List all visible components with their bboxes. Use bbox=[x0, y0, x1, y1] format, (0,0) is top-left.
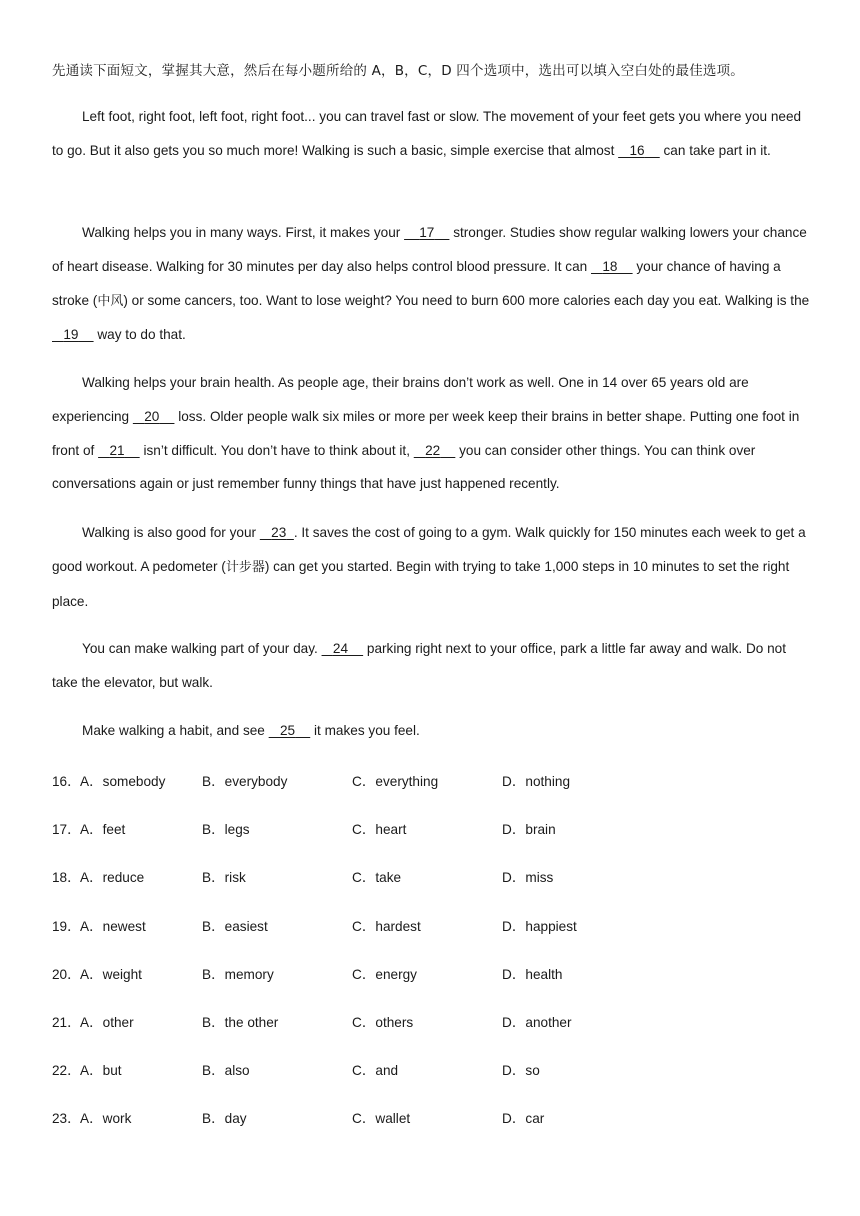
option-d: D．another bbox=[502, 1015, 572, 1030]
option-c: C．take bbox=[352, 870, 402, 885]
paragraph-3 bbox=[52, 366, 812, 501]
option-d: D．car bbox=[502, 1111, 545, 1126]
option-d: D．nothing bbox=[502, 774, 571, 789]
option-a: A．somebody bbox=[80, 774, 166, 789]
paragraph-text: you can consider other things. You can think over conversations again or just remember funny things that have just happened recently. bbox=[52, 442, 756, 492]
option-b: B．day bbox=[202, 1111, 247, 1126]
option-d: D．health bbox=[502, 967, 563, 982]
question-number: 21． bbox=[52, 1015, 81, 1030]
instructions: 先通读下面短文，掌握其大意，然后在每小题所给的 A，B，C，D 四个选项中，选出可以填入空白处的最佳选项。 bbox=[52, 63, 744, 79]
option-b: B．the other bbox=[202, 1015, 279, 1030]
paragraph-text: stronger. Studies show regular walking lowers your chance of heart disease. Walking for 30 minutes per day also helps control blood pressure. It can bbox=[52, 225, 807, 274]
paragraph-1 bbox=[52, 100, 812, 168]
option-d: D．miss bbox=[502, 870, 554, 885]
chinese-gloss-stroke: 中风 bbox=[97, 293, 124, 309]
paragraph-text: You can make walking part of your day. bbox=[82, 641, 322, 656]
blank-25: 25 bbox=[280, 723, 296, 738]
question-number: 20． bbox=[52, 967, 81, 982]
blank-16: 16 bbox=[629, 142, 645, 158]
option-a: A．newest bbox=[80, 919, 146, 934]
paragraph-text: can take part in it. bbox=[659, 142, 771, 158]
question-number: 22． bbox=[52, 1063, 81, 1078]
question-number: 16． bbox=[52, 774, 81, 789]
blank-19: 19 bbox=[63, 327, 79, 343]
option-b: B．risk bbox=[202, 870, 246, 885]
option-c: C．wallet bbox=[352, 1111, 411, 1126]
paragraph-text: Left foot, right foot, left foot, right foot... you can travel fast or slow. The movement of your feet gets you where you need to go. But it also gets you so much more! Walking is such a basic, simple exercise that almost bbox=[52, 109, 802, 158]
paragraph-text: Walking is also good for your bbox=[82, 525, 260, 540]
option-c: C．heart bbox=[352, 822, 407, 837]
blank-17: 17 bbox=[419, 225, 435, 240]
paragraph-text: way to do that. bbox=[93, 327, 186, 343]
paragraph-text: loss. Older people walk six miles or more per week keep their brains in better shape. Putting one foot in front of bbox=[52, 408, 800, 458]
question-number: 17． bbox=[52, 822, 81, 837]
blank-21: 21 bbox=[109, 442, 125, 458]
blank-20: 20 bbox=[144, 408, 160, 424]
option-b: B．legs bbox=[202, 822, 250, 837]
option-c: C．and bbox=[352, 1063, 399, 1078]
paragraph-text: ) can get you started. Begin with trying to take 1,000 steps in 10 minutes to set the right place. bbox=[52, 558, 790, 609]
paragraph-text: it makes you feel. bbox=[310, 723, 420, 738]
paragraph-text: your chance of having a stroke ( bbox=[52, 258, 781, 308]
paragraph-text: ) or some cancers, too. Want to lose weight? You need to burn 600 more calories each day you eat. Walking is the bbox=[123, 292, 810, 308]
option-c: C．others bbox=[352, 1015, 414, 1030]
option-c: C．energy bbox=[352, 967, 417, 982]
paragraph-text: Walking helps you in many ways. First, it makes your bbox=[82, 225, 405, 240]
chinese-gloss-pedometer: 计步器 bbox=[225, 559, 265, 575]
option-b: B．memory bbox=[202, 967, 274, 982]
option-d: D．happiest bbox=[502, 919, 577, 934]
paragraph-4 bbox=[52, 516, 812, 618]
question-number: 23． bbox=[52, 1111, 81, 1126]
option-c: C．hardest bbox=[352, 919, 421, 934]
paragraph-text: . It saves the cost of going to a gym. Walk quickly for 150 minutes each week to get a good workout. A pedometer ( bbox=[52, 525, 806, 574]
option-b: B．everybody bbox=[202, 774, 288, 789]
question-number: 19． bbox=[52, 919, 81, 934]
paragraph-2 bbox=[52, 216, 812, 352]
option-b: B．also bbox=[202, 1063, 250, 1078]
paragraph-6 bbox=[52, 714, 812, 748]
option-b: B．easiest bbox=[202, 919, 268, 934]
option-a: A．feet bbox=[80, 822, 126, 837]
option-a: A．other bbox=[80, 1015, 134, 1030]
blank-18: 18 bbox=[602, 258, 618, 274]
option-a: A．weight bbox=[80, 967, 142, 982]
option-a: A．reduce bbox=[80, 870, 145, 885]
option-d: D．brain bbox=[502, 822, 556, 837]
paragraph-text: isn’t difficult. You don’t have to think about it, bbox=[139, 442, 414, 458]
option-d: D．so bbox=[502, 1063, 540, 1078]
option-c: C．everything bbox=[352, 774, 439, 789]
question-number: 18． bbox=[52, 870, 81, 885]
option-a: A．but bbox=[80, 1063, 122, 1078]
blank-23: 23 bbox=[271, 525, 287, 540]
blank-24: 24 bbox=[332, 641, 349, 656]
option-a: A．work bbox=[80, 1111, 132, 1126]
paragraph-text: Make walking a habit, and see bbox=[82, 723, 269, 738]
paragraph-5 bbox=[52, 632, 812, 700]
paragraph-text: parking right next to your office, park a little far away and walk. Do not take the elevator, but walk. bbox=[52, 641, 787, 690]
paragraph-text: Walking helps your brain health. As people age, their brains don’t work as well. One in 14 over 65 years old are experiencing bbox=[52, 375, 749, 424]
blank-22: 22 bbox=[425, 442, 441, 458]
